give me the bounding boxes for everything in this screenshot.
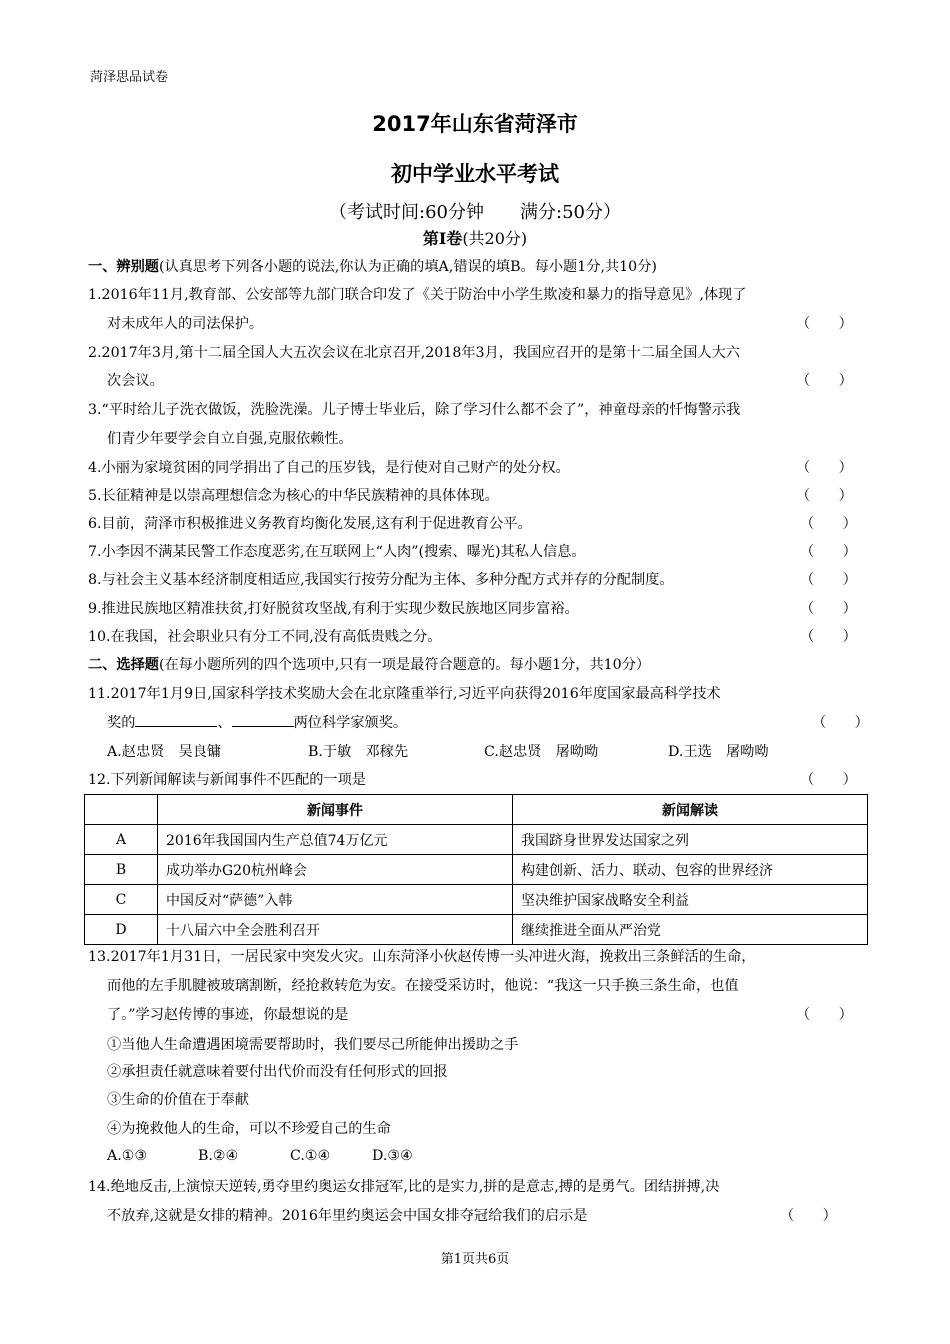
answer-paren-q13[interactable]: （ ） (796, 1007, 853, 1023)
q13-item-4: ④为挽救他人的生命，可以不珍爱自己的生命 (107, 1121, 391, 1137)
q2-line1: 2.2017年3月,第十二届全国人大五次会议在北京召开,2018年3月，我国应召开的是第十二届全国人大六 (88, 345, 740, 361)
answer-paren-q7[interactable]: （ ） (800, 544, 857, 560)
exam-info: （考试时间:60分钟 满分:50分） (329, 202, 621, 223)
answer-paren-q10[interactable]: （ ） (800, 629, 857, 645)
q9: 9.推进民族地区精准扶贫,打好脱贫攻坚战,有利于实现少数民族地区同步富裕。 (88, 601, 579, 617)
section1-instruction: (认真思考下列各小题的说法,你认为正确的填A,错误的填B。每小题1分,共10分) (158, 259, 657, 275)
part1-title: 第Ⅰ卷 (422, 229, 463, 248)
header-note: 菏泽思品试卷 (90, 70, 169, 85)
row-c-event: 中国反对“萨德”入韩 (158, 885, 513, 915)
answer-paren-q1[interactable]: （ ） (796, 316, 853, 332)
row-label-c: C (85, 885, 158, 915)
q1-line1: 1.2016年11月,教育部、公安部等九部门联合印发了《关于防治中小学生欺凌和暴力的指导意见》,体现了 (88, 287, 747, 303)
answer-paren-q4[interactable]: （ ） (796, 460, 853, 476)
row-b-interpretation: 构建创新、活力、联动、包容的世界经济 (513, 855, 868, 885)
q11-blank-2[interactable] (232, 714, 294, 727)
section1-title: 一、辨别题 (88, 259, 159, 275)
q4: 4.小丽为家境贫困的同学捐出了自己的压岁钱，是行使对自己财产的处分权。 (88, 460, 570, 476)
q14-line2: 不放弃,这就是女排的精神。2016年里约奥运会中国女排夺冠给我们的启示是 (107, 1208, 588, 1224)
q11-pre: 奖的 (107, 715, 136, 731)
table-row (85, 855, 868, 885)
q11-post: 两位科学家颁奖。 (293, 715, 408, 731)
table-row (85, 915, 868, 945)
q11-option-a[interactable]: A.赵忠贤 吴良镛 (107, 744, 222, 760)
q13-item-3: ③生命的价值在于奉献 (107, 1092, 249, 1108)
row-d-interpretation: 继续推进全面从严治党 (513, 915, 868, 945)
table-row (85, 825, 868, 855)
answer-paren-q2[interactable]: （ ） (796, 373, 853, 389)
q7: 7.小李因不满某民警工作态度恶劣,在互联网上“人肉”(搜索、曝光)其私人信息。 (88, 544, 586, 560)
q6: 6.目前，菏泽市积极推进义务教育均衡化发展,这有利于促进教育公平。 (88, 516, 532, 532)
q13-line3: 了。”学习赵传博的事迹，你最想说的是 (107, 1007, 349, 1023)
q13-option-d[interactable]: D.③④ (372, 1148, 413, 1164)
row-a-event: 2016年我国国内生产总值74万亿元 (158, 825, 513, 855)
table-header-row (85, 795, 868, 825)
q3-line2: 们青少年要学会自立自强,克服依赖性。 (107, 431, 353, 447)
page-footer: 第1页共6页 (440, 1252, 510, 1267)
section1-heading (88, 256, 657, 276)
q13-line1: 13.2017年1月31日，一居民家中突发火灾。山东菏泽小伙赵传博一头冲进火海，挽救出三条鲜活的生命， (88, 949, 756, 965)
q11-line1: 11.2017年1月9日,国家科学技术奖励大会在北京隆重举行,习近平向获得2016年度国家最高科学技术 (88, 686, 721, 702)
section2-instruction: (在每小题所列的四个选项中,只有一项是最符合题意的。每小题1分，共10分） (158, 657, 651, 673)
answer-paren-q11[interactable]: （ ） (812, 715, 869, 731)
q11-option-c[interactable]: C.赵忠贤 屠呦呦 (484, 744, 599, 760)
row-d-event: 十八届六中全会胜利召开 (158, 915, 513, 945)
row-label-b: B (85, 855, 158, 885)
q13-option-a[interactable]: A.①③ (107, 1148, 148, 1164)
q12-stem: 12.下列新闻解读与新闻事件不匹配的一项是 (88, 772, 366, 788)
q13-item-2: ②承担责任就意味着要付出代价而没有任何形式的回报 (107, 1064, 448, 1080)
table-header-interpretation: 新闻解读 (513, 795, 868, 825)
title-line-1: 2017年山东省菏泽市 (372, 112, 578, 136)
q5: 5.长征精神是以崇高理想信念为核心的中华民族精神的具体体现。 (88, 488, 499, 504)
answer-paren-q14[interactable]: （ ） (780, 1208, 837, 1224)
q13-item-1: ①当他人生命遭遇困境需要帮助时，我们要尽己所能伸出援助之手 (107, 1037, 519, 1053)
part1-heading (0, 226, 950, 249)
answer-paren-q9[interactable]: （ ） (800, 601, 857, 617)
q14-line1: 14.绝地反击,上演惊天逆转,勇夺里约奥运女排冠军,比的是实力,拼的是意志,搏的是勇气。团结拼搏,决 (88, 1179, 720, 1195)
q8: 8.与社会主义基本经济制度相适应,我国实行按劳分配为主体、多种分配方式并存的分配制度。 (88, 572, 674, 588)
table-header-event: 新闻事件 (158, 795, 513, 825)
row-label-a: A (85, 825, 158, 855)
title-line-2: 初中学业水平考试 (391, 162, 559, 186)
q13-line2: 而他的左手肌腱被玻璃割断，经抢救转危为安。在接受采访时，他说：“我这一只手换三条生命，也值 (107, 978, 739, 994)
row-b-event: 成功举办G20杭州峰会 (158, 855, 513, 885)
answer-paren-q6[interactable]: （ ） (800, 516, 857, 532)
row-label-d: D (85, 915, 158, 945)
answer-paren-q5[interactable]: （ ） (796, 488, 853, 504)
q11-option-d[interactable]: D.王选 屠呦呦 (668, 744, 769, 760)
q11-mid: 、 (217, 715, 232, 731)
q13-option-b[interactable]: B.②④ (198, 1148, 239, 1164)
answer-paren-q8[interactable]: （ ） (800, 572, 857, 588)
q12-news-table (84, 794, 868, 945)
q2-line2: 次会议。 (107, 373, 164, 389)
q11-option-b[interactable]: B.于敏 邓稼先 (308, 744, 409, 760)
section2-title: 二、选择题 (88, 657, 159, 673)
q11-blank-1[interactable] (135, 714, 217, 727)
q1-line2: 对未成年人的司法保护。 (107, 316, 264, 332)
q11-line2 (107, 712, 407, 732)
table-header-blank (85, 795, 158, 825)
q3-line1: 3.“平时给儿子洗衣做饭，洗脸洗澡。儿子博士毕业后，除了学习什么都不会了”，神童母亲的忏悔警示我 (88, 402, 741, 418)
row-c-interpretation: 坚决维护国家战略安全利益 (513, 885, 868, 915)
table-row (85, 885, 868, 915)
section2-heading (88, 654, 650, 674)
part1-score: (共20分) (462, 229, 528, 248)
answer-paren-q12[interactable]: （ ） (800, 772, 857, 788)
row-a-interpretation: 我国跻身世界发达国家之列 (513, 825, 868, 855)
q10: 10.在我国，社会职业只有分工不同,没有高低贵贱之分。 (88, 629, 442, 645)
q13-option-c[interactable]: C.①④ (290, 1148, 331, 1164)
